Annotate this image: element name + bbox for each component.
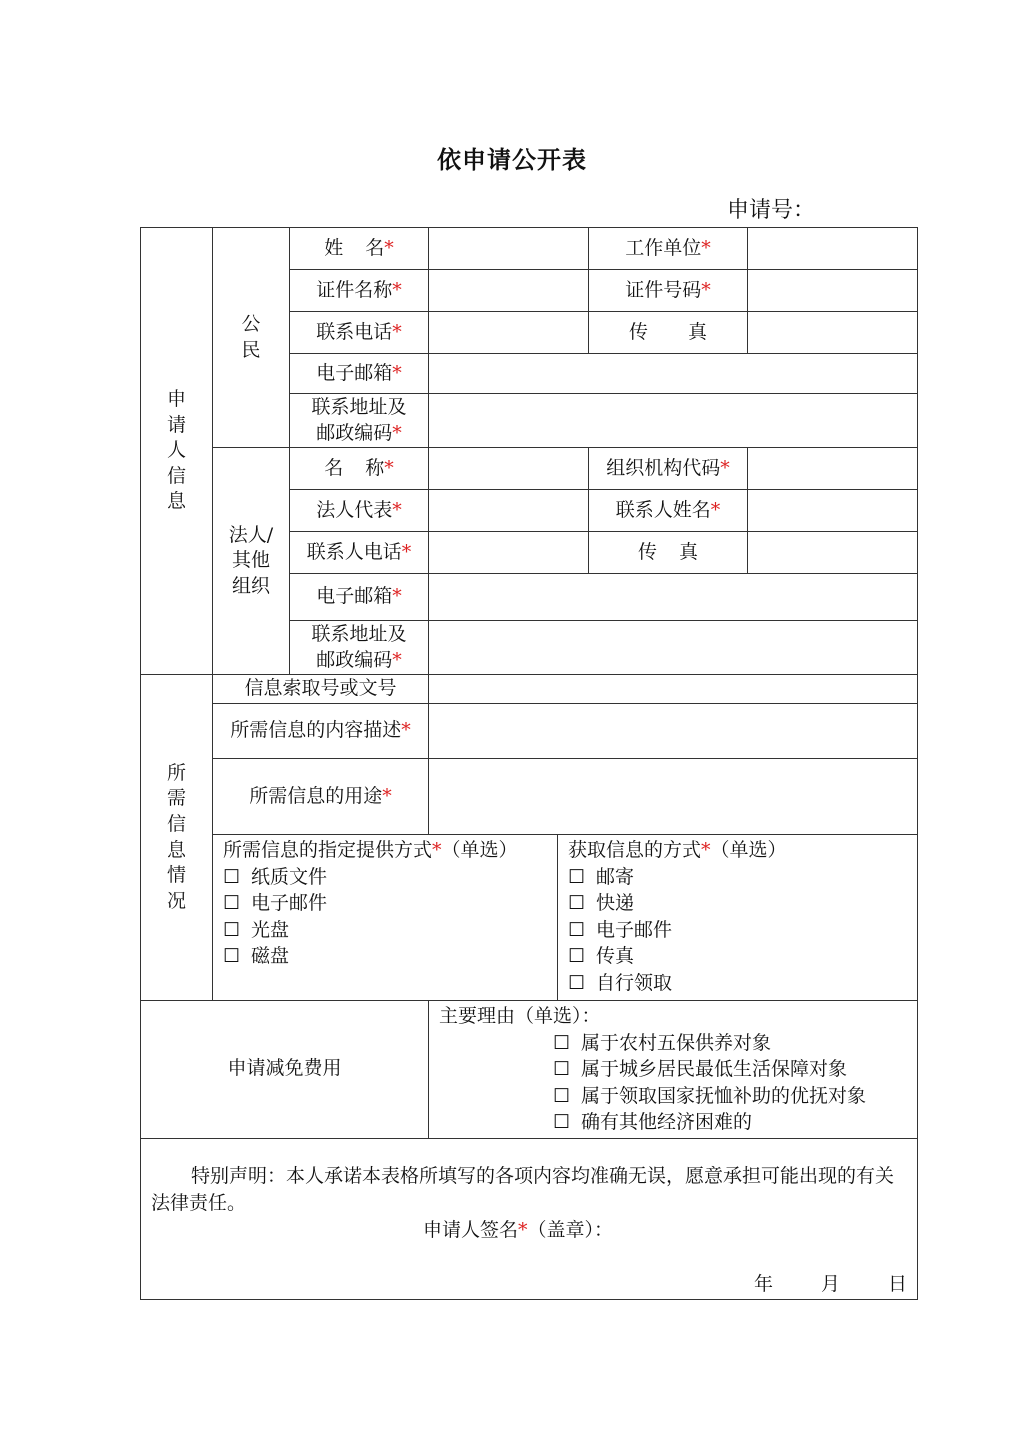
citizen-email-label: 电子邮箱* (290, 354, 429, 394)
org-name-label: 名 称* (290, 448, 429, 490)
info-needed-section-label: 所 需 信 息 情 况 (141, 675, 213, 1001)
organization-group-label: 法人/ 其他 组织 (213, 448, 290, 675)
checkbox-icon[interactable]: ☐ (553, 1084, 571, 1107)
citizen-id-number-field[interactable] (748, 270, 918, 312)
applicant-info-section-label: 申 请 人 信 息 (141, 228, 213, 675)
org-legal-rep-label: 法人代表* (290, 490, 429, 532)
citizen-work-unit-field[interactable] (748, 228, 918, 270)
citizen-fax-field[interactable] (748, 312, 918, 354)
checkbox-icon[interactable]: ☐ (553, 1031, 571, 1054)
citizen-id-number-label: 证件号码* (589, 270, 748, 312)
provide-method-group (213, 835, 558, 1001)
citizen-phone-label: 联系电话* (290, 312, 429, 354)
citizen-address-label: 联系地址及 邮政编码* (290, 394, 429, 448)
fee-waiver-label: 申请减免费用 (141, 1001, 429, 1139)
checkbox-icon[interactable]: ☐ (568, 971, 586, 994)
org-contact-name-label: 联系人姓名* (589, 490, 748, 532)
org-contact-phone-label: 联系人电话* (290, 532, 429, 574)
citizen-id-type-label: 证件名称* (290, 270, 429, 312)
form-title: 依申请公开表 (437, 145, 587, 174)
provide-option-cd[interactable]: ☐ 光盘 (223, 917, 547, 944)
provide-option-email[interactable]: ☐ 电子邮件 (223, 890, 547, 917)
checkbox-icon[interactable]: ☐ (568, 918, 586, 941)
date-line (706, 1272, 907, 1298)
citizen-id-type-field[interactable] (429, 270, 589, 312)
checkbox-icon[interactable]: ☐ (568, 865, 586, 888)
org-legal-rep-field[interactable] (429, 490, 589, 532)
org-code-field[interactable] (748, 448, 918, 490)
index-number-field[interactable] (429, 675, 918, 704)
obtain-option-pickup[interactable]: ☐ 自行领取 (568, 970, 907, 997)
checkbox-icon[interactable]: ☐ (568, 892, 586, 914)
day-label: 日 (888, 1272, 908, 1295)
application-number-label: 申请号： (727, 198, 816, 223)
org-address-label: 联系地址及 邮政编码* (290, 621, 429, 675)
citizen-address-field[interactable] (429, 394, 918, 448)
org-code-label: 组织机构代码* (589, 448, 748, 490)
index-number-label: 信息索取号或文号 (213, 675, 429, 704)
org-name-field[interactable] (429, 448, 589, 490)
obtain-option-fax[interactable]: ☐ 传真 (568, 943, 907, 970)
org-fax-label: 传 真 (589, 532, 748, 574)
obtain-method-group (558, 835, 918, 1001)
citizen-name-field[interactable] (429, 228, 589, 270)
reason-title: 主要理由（单选）： (439, 1005, 601, 1027)
reason-option-other-hardship[interactable]: ☐ 确有其他经济困难的 (553, 1109, 907, 1136)
provide-option-disk[interactable]: ☐ 磁盘 (223, 943, 547, 970)
reason-option-minimum-living[interactable]: ☐ 属于城乡居民最低生活保障对象 (553, 1056, 907, 1083)
provide-method-title: 所需信息的指定提供方式*（单选） (223, 839, 518, 861)
checkbox-icon[interactable]: ☐ (568, 945, 586, 967)
year-label: 年 (753, 1272, 773, 1295)
citizen-phone-field[interactable] (429, 312, 589, 354)
citizen-name-label: 姓 名* (290, 228, 429, 270)
month-label: 月 (821, 1272, 841, 1295)
org-email-label: 电子邮箱* (290, 574, 429, 621)
purpose-label: 所需信息的用途* (213, 759, 429, 835)
checkbox-icon[interactable]: ☐ (223, 918, 241, 941)
provide-option-paper[interactable]: ☐ 纸质文件 (223, 864, 547, 891)
obtain-option-mail[interactable]: ☐ 邮寄 (568, 864, 907, 891)
reason-option-rural-five-guarantee[interactable]: ☐ 属于农村五保供养对象 (553, 1030, 907, 1057)
org-address-field[interactable] (429, 621, 918, 675)
declaration-section (141, 1138, 918, 1299)
org-contact-name-field[interactable] (748, 490, 918, 532)
citizen-group-label: 公 民 (213, 228, 290, 448)
checkbox-icon[interactable]: ☐ (553, 1058, 571, 1080)
checkbox-icon[interactable]: ☐ (223, 945, 241, 967)
org-fax-field[interactable] (748, 532, 918, 574)
checkbox-icon[interactable]: ☐ (223, 865, 241, 888)
reason-option-pension-recipient[interactable]: ☐ 属于领取国家抚恤补助的优抚对象 (553, 1083, 907, 1110)
org-email-field[interactable] (429, 574, 918, 621)
signature-line[interactable]: 申请人签名*（盖章）： (423, 1218, 614, 1241)
purpose-field[interactable] (429, 759, 918, 835)
checkbox-icon[interactable]: ☐ (223, 892, 241, 914)
obtain-option-express[interactable]: ☐ 快递 (568, 890, 907, 917)
fee-waiver-reasons (429, 1001, 918, 1139)
citizen-work-unit-label: 工作单位* (589, 228, 748, 270)
declaration-text: 特别声明：本人承诺本表格所填写的各项内容均准确无误，愿意承担可能出现的有关法律责任。 (151, 1164, 895, 1214)
application-form (140, 227, 918, 1300)
obtain-method-title: 获取信息的方式*（单选） (568, 839, 787, 861)
org-contact-phone-field[interactable] (429, 532, 589, 574)
checkbox-icon[interactable]: ☐ (553, 1111, 571, 1133)
content-description-label: 所需信息的内容描述* (213, 704, 429, 759)
content-description-field[interactable] (429, 704, 918, 759)
obtain-option-email[interactable]: ☐ 电子邮件 (568, 917, 907, 944)
citizen-email-field[interactable] (429, 354, 918, 394)
citizen-fax-label: 传 真 (589, 312, 748, 354)
